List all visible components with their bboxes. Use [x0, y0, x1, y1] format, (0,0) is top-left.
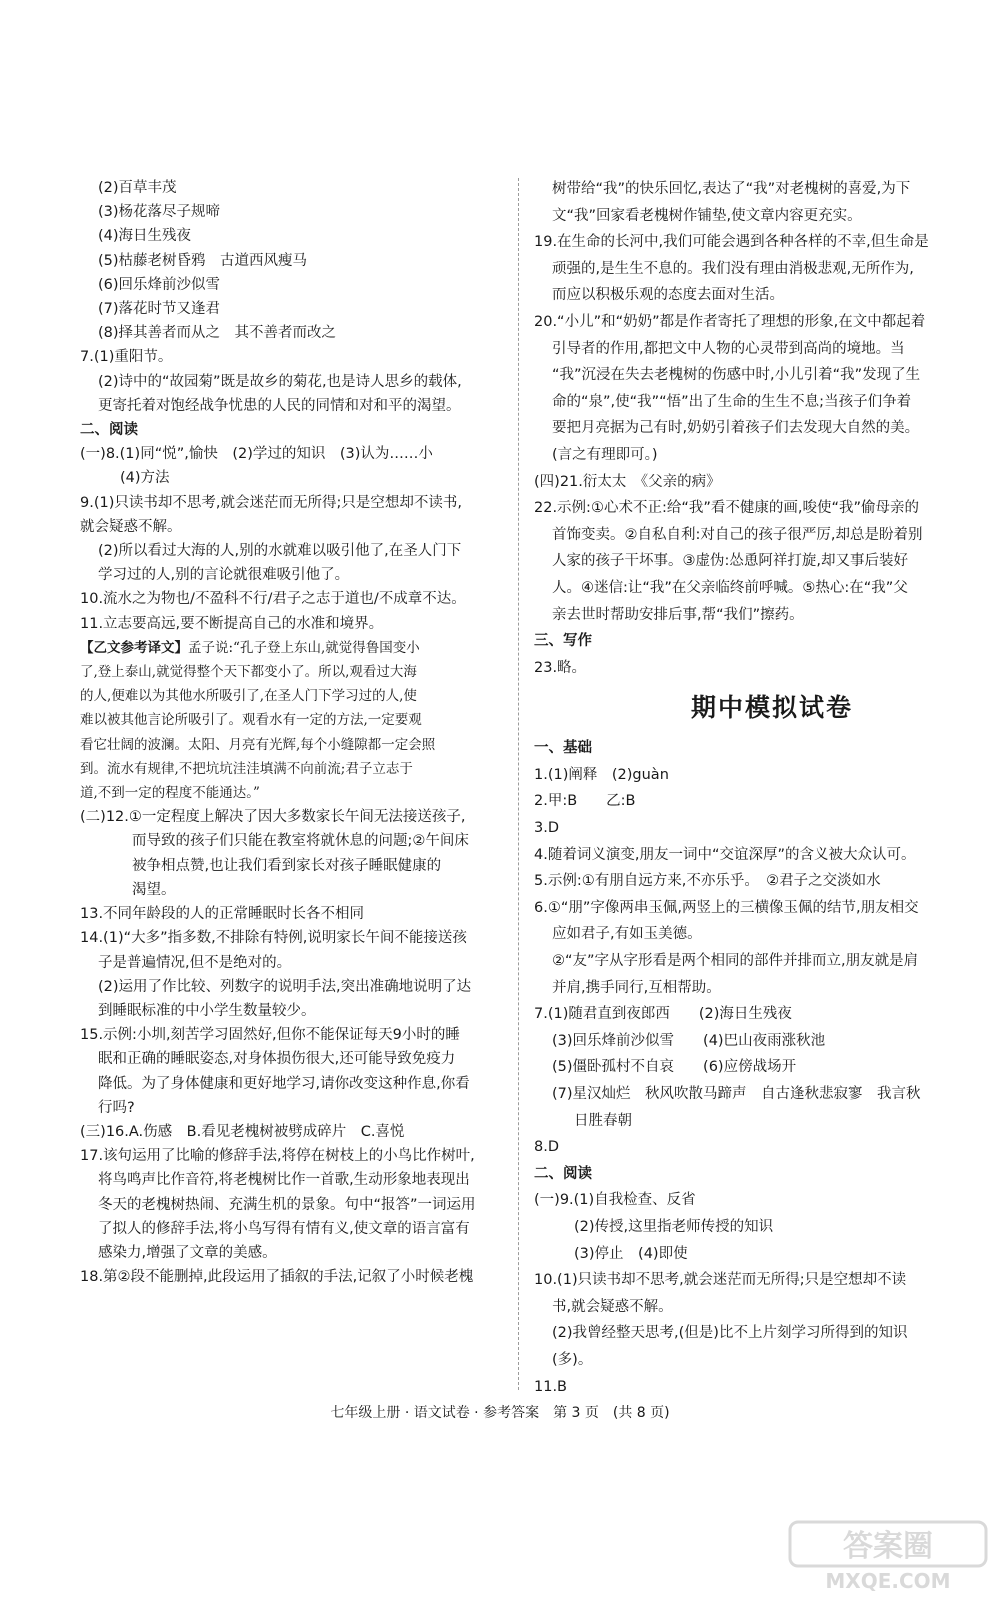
answer-line: 二、阅读 [80, 422, 138, 439]
answer-line: 而导致的孩子们只能在教室将就休息的问题;②午间床 [132, 833, 469, 850]
answer-line: 19.在生命的长河中,我们可能会遇到各种各样的不幸,但生命是 [534, 234, 929, 251]
answer-line: 6.①“朋”字像两串玉佩,两竖上的三横像玉佩的结节,朋友相交 [534, 899, 919, 916]
answer-line: 15.示例:小圳,刻苦学习固然好,但你不能保证每天9小时的睡 [80, 1027, 460, 1044]
answer-line: 子是普遍情况,但不是绝对的。 [98, 954, 292, 971]
answer-line: (4)海日生残夜 [98, 228, 192, 245]
watermark-icon [788, 1520, 988, 1592]
translation-text: 到。流水有规律,不把坑坑洼洼填满不向前流;君子立志于 [80, 760, 413, 777]
answer-line: 22.示例:①心术不正:给“我”看不健康的画,唆使“我”偷母亲的 [534, 500, 919, 517]
watermark-text: 答案圈 [843, 1529, 933, 1564]
answer-line: 3.D [534, 820, 559, 837]
translation-line [80, 636, 502, 660]
answer-line: 23.略。 [534, 659, 587, 676]
answer-line: (2)运用了作比较、列数字的说明手法,突出准确地说明了达 [98, 978, 472, 995]
answer-line: 7.(1)重阳节。 [80, 349, 173, 366]
answer-line: (三)16.A.伤感 B.看见老槐树被劈成碎片 C.喜悦 [80, 1123, 405, 1140]
answer-line: 书,就会疑惑不解。 [552, 1298, 673, 1315]
answer-line: 9.(1)只读书却不思考,就会迷茫而无所得;只是空想却不读书, [80, 494, 462, 511]
answer-line: 人家的孩子干坏事。③虚伪:怂恿阿祥打旋,却又事后装好 [552, 553, 908, 570]
answer-line: (7)落花时节又逢君 [98, 301, 221, 318]
translation-text: 难以被其他言论所吸引了。观看水有一定的方法,一定要观 [80, 712, 422, 729]
answer-line: 树带给“我”的快乐回忆,表达了“我”对老槐树的喜爱,为下 [552, 181, 911, 197]
answer-line: 引导者的作用,都把文中人物的心灵带到高尚的境地。当 [552, 340, 905, 357]
page-footer: 七年级上册 · 语文试卷 · 参考答案 第 3 页 (共 8 页) [330, 1405, 670, 1421]
translation-line [80, 708, 502, 732]
translation-line [80, 757, 502, 781]
answer-line: (8)择其善者而从之 其不善者而改之 [98, 325, 337, 342]
translation-text: 孟子说:“孔子登上东山,就觉得鲁国变小 [188, 639, 420, 656]
answer-line: 被争相点赞,也让我们看到家长对孩子睡眠健康的 [132, 857, 442, 874]
answer-line: (3)回乐烽前沙似雪 (4)巴山夜雨涨秋池 [552, 1032, 826, 1049]
answer-line: 4.随着词义演变,朋友一词中“交谊深厚”的含义被大众认可。 [534, 846, 916, 863]
answer-line: (二)12.①一定程度上解决了因大多数家长午间无法接送孩子, [80, 809, 466, 826]
answer-line: (2)传授,这里指老师传授的知识 [574, 1218, 774, 1235]
answer-line: 13.不同年龄段的人的正常睡眠时长各不相同 [80, 906, 365, 923]
answer-line: (四)21.衍太太 《父亲的病》 [534, 473, 721, 490]
answer-line: 2.甲:B 乙:B [534, 793, 636, 810]
answer-line: 人。④迷信:让“我”在父亲临终前呼喊。⑤热心:在“我”父 [552, 579, 908, 596]
answer-line: 二、阅读 [534, 1165, 592, 1182]
answer-line: 5.示例:①有朋自远方来,不亦乐乎。 ②君子之交淡如水 [534, 873, 881, 890]
left-column [80, 176, 502, 1289]
answer-line: 7.(1)随君直到夜郎西 (2)海日生残夜 [534, 1006, 792, 1023]
answer-line: (3)停止 (4)即使 [574, 1245, 688, 1262]
answer-line: 8.D [534, 1139, 559, 1156]
answer-line: (2)所以看过大海的人,别的水就难以吸引他了,在圣人门下 [98, 543, 462, 560]
answer-line: 冬天的老槐树热闹、充满生机的景象。句中“报答”一词运用 [98, 1196, 476, 1213]
answer-line: 了拟人的修辞手法,将小鸟写得有情有义,使文章的语言富有 [98, 1220, 470, 1237]
answer-line: 一、基础 [534, 740, 592, 757]
answer-line: 而应以积极乐观的态度去面对生活。 [552, 287, 784, 304]
answer-line: 11.B [534, 1378, 568, 1395]
translation-text: 看它壮阔的波澜。太阳、月亮有光辉,每个小缝隙都一定会照 [80, 736, 436, 753]
answer-line: 就会疑惑不解。 [80, 518, 182, 535]
translation-text: 的人,便难以为其他水所吸引了,在圣人门下学习过的人,使 [80, 688, 417, 705]
answer-line: (2)百草丰茂 [98, 180, 177, 196]
answer-line: 行吗? [98, 1099, 135, 1116]
translation-tag: 【乙文参考译文】 [80, 639, 188, 656]
answer-line: 感染力,增强了文章的美感。 [98, 1244, 277, 1261]
answer-line: 命的“泉”,使“我”“悟”出了生命的生生不息;当孩子们争着 [552, 393, 912, 410]
answer-line: 学习过的人,别的言论就很难吸引他了。 [98, 567, 350, 584]
answer-line: 渴望。 [132, 881, 176, 898]
answer-line: “我”沉浸在失去老槐树的伤感中时,小儿引着“我”发现了生 [552, 367, 921, 384]
answer-line: 10.流水之为物也/不盈科不行/君子之志于道也/不成章不达。 [80, 591, 466, 608]
answer-line: 20.“小儿”和“奶奶”都是作者寄托了理想的形象,在文中都起着 [534, 313, 926, 330]
translation-line [80, 684, 502, 708]
answer-line: 14.(1)“大多”指多数,不排除有特例,说明家长午间不能接送孩 [80, 930, 467, 947]
answer-line: (5)枯藤老树昏鸦 古道西风瘦马 [98, 252, 308, 269]
answer-line: 17.该句运用了比喻的修辞手法,将停在树枝上的小鸟比作树叶, [80, 1148, 475, 1165]
answer-line: 11.立志要高远,要不断提高自己的水准和境界。 [80, 615, 384, 632]
section-title: 期中模拟试卷 [690, 693, 853, 723]
answer-line: (一)9.(1)自我检查、反省 [534, 1192, 696, 1209]
answer-line: 文“我”回家看老槐树作铺垫,使文章内容更充实。 [552, 207, 862, 224]
answer-line: (多)。 [552, 1351, 593, 1368]
answer-line: 首饰变卖。②自私自利:对自己的孩子很严厉,却总是盼着别 [552, 526, 923, 543]
answer-line: (4)方法 [120, 470, 170, 487]
answer-line: (7)星汉灿烂 秋风吹散马蹄声 自古逢秋悲寂寥 我言秋 [552, 1086, 921, 1102]
answer-line: 到睡眠标准的中小学生数量较少。 [98, 1002, 316, 1019]
translation-text: 道,不到一定的程度不能通达。” [80, 785, 260, 802]
translation-line [80, 660, 502, 684]
answer-line: 更寄托着对饱经战争忧患的人民的同情和对和平的渴望。 [98, 397, 461, 414]
translation-line [80, 781, 502, 805]
answer-line: 眠和正确的睡眠姿态,对身体损伤很大,还可能导致免疫力 [98, 1051, 456, 1068]
answer-line: 应如君子,有如玉美德。 [552, 926, 702, 943]
answer-line: 亲去世时帮助安排后事,帮“我们”擦药。 [552, 606, 804, 623]
answer-line: (言之有理即可。) [552, 446, 658, 463]
watermark-url: MXQE.COM [825, 1569, 951, 1592]
answer-line: 三、写作 [534, 633, 592, 650]
answer-line: 18.第②段不能删掉,此段运用了插叙的手法,记叙了小时候老槐 [80, 1269, 474, 1286]
answer-line: ②“友”字从字形看是两个相同的部件并排而立,朋友就是肩 [552, 953, 919, 970]
answer-line: (3)杨花落尽子规啼 [98, 204, 221, 221]
answer-line: 1.(1)阐释 (2)guàn [534, 766, 669, 783]
answer-line: 要把月亮据为己有时,奶奶引着孩子们去发现大自然的美。 [552, 420, 920, 437]
answer-line: (5)僵卧孤村不自哀 (6)应傍战场开 [552, 1059, 797, 1076]
translation-block [80, 636, 502, 805]
column-divider [518, 178, 519, 1390]
answer-line: 将鸟鸣声比作音符,将老槐树比作一首歌,生动形象地表现出 [98, 1172, 470, 1189]
answer-line: 降低。为了身体健康和更好地学习,请你改变这种作息,你看 [98, 1075, 470, 1092]
translation-line [80, 733, 502, 757]
answer-line: 10.(1)只读书却不思考,就会迷茫而无所得;只是空想却不读 [534, 1272, 907, 1289]
answer-line: (一)8.(1)同“悦”,愉快 (2)学过的知识 (3)认为……小 [80, 446, 433, 463]
translation-text: 了,登上泰山,就觉得整个天下都变小了。所以,观看过大海 [80, 664, 417, 681]
watermark-logo [788, 1520, 988, 1592]
right-column [534, 176, 970, 1400]
answer-line: 顽强的,是生生不息的。我们没有理由消极悲观,无所作为, [552, 260, 914, 277]
answer-line: 日胜春朝 [574, 1112, 632, 1129]
answer-line: (2)诗中的“故园菊”既是故乡的菊花,也是诗人思乡的载体, [98, 373, 462, 390]
answer-line: (2)我曾经整天思考,(但是)比不上片刻学习所得到的知识 [552, 1325, 908, 1342]
answer-line: 并肩,携手同行,互相帮助。 [552, 979, 721, 996]
answer-line: (6)回乐烽前沙似雪 [98, 276, 221, 293]
